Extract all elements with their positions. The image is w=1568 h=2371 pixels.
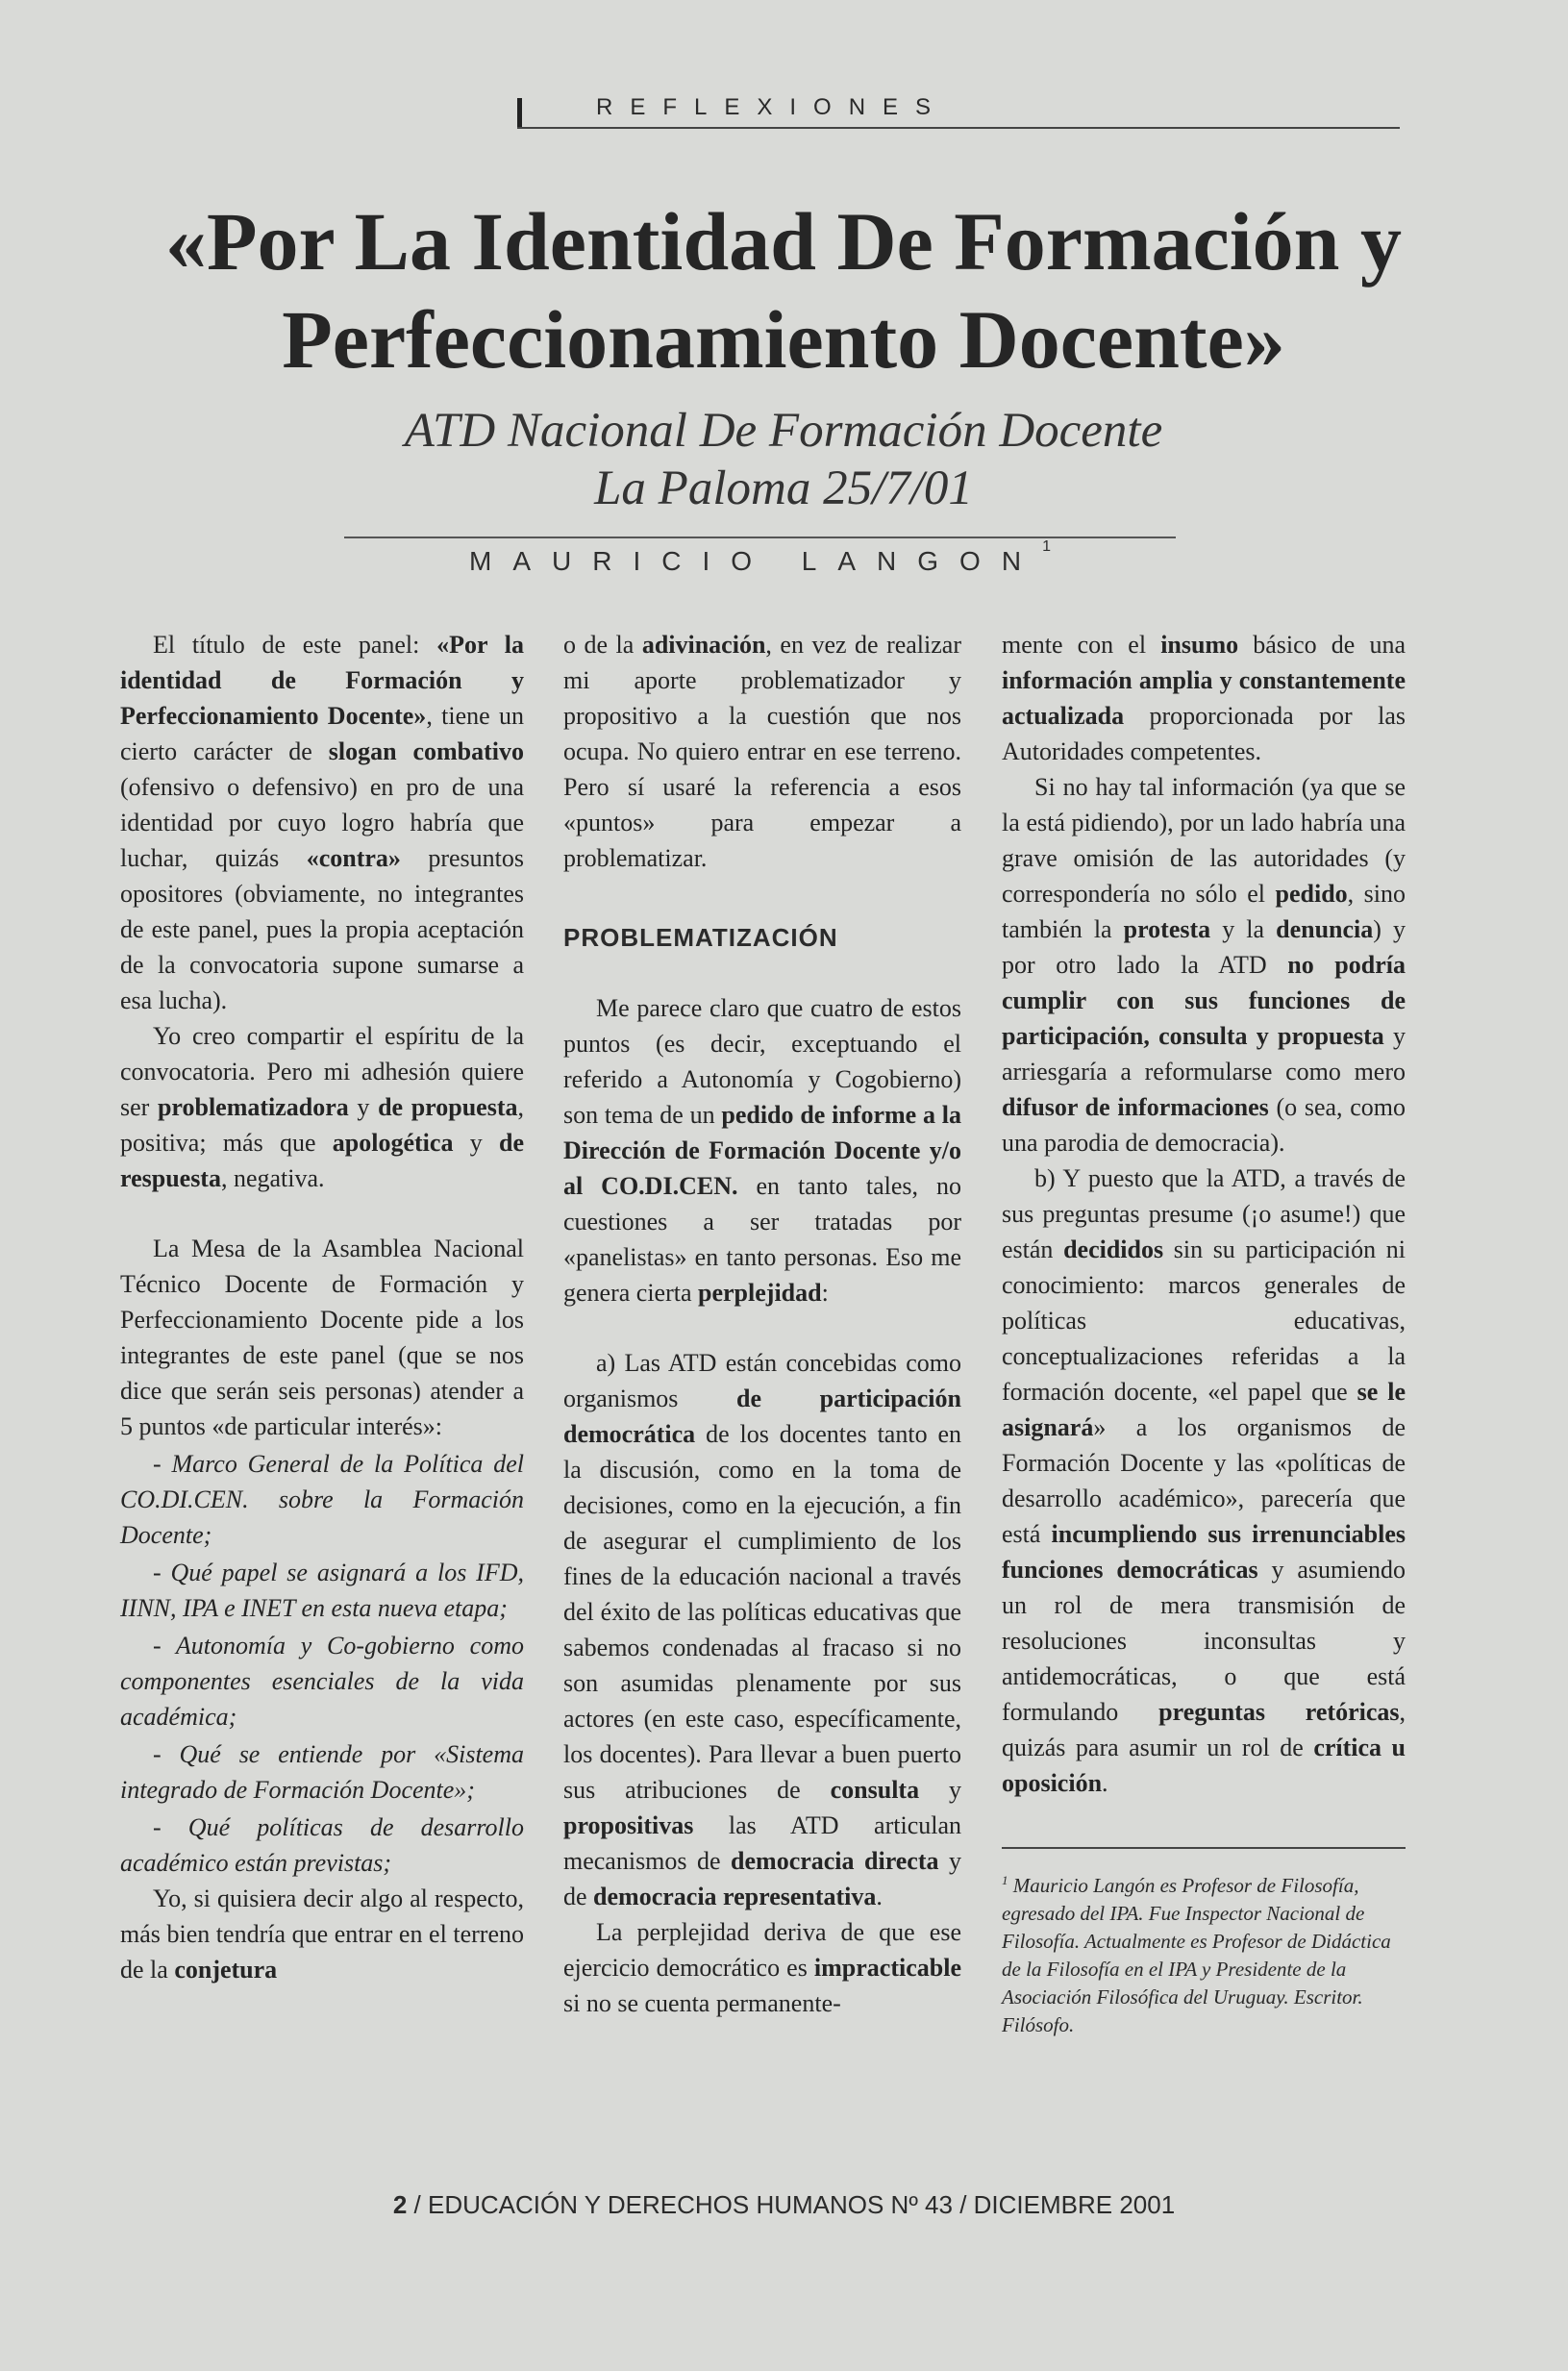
list-item: - Qué políticas de desarrollo académico están previstas;: [120, 1813, 524, 1877]
author-footnote: $^1$ Mauricio Langón es Profesor de Filosofía, egresado del IPA. Fue Inspector Nacional de Filosofía. Actualmente es Profesor de Didáctica de la Filosofía en el IPA y Presidente de la Asociación Filosófica del Uruguay. Escritor. Filósofo.: [1002, 1873, 1391, 2036]
footer-separator: /: [413, 2190, 421, 2219]
paragraph: Me parece claro que cuatro de estos puntos (es decir, exceptuando el referido a Autonomía y Cogobierno) son tema de un pedido de informe a la Dirección de Formación Docente y/o al CO.DI.CEN. en tanto tales, no cuestiones a ser tratadas por «panelistas» en tanto personas. Eso me genera cierta perplejidad:: [563, 994, 962, 1307]
paragraph: Yo, si quisiera decir algo al respecto, más bien tendría que entrar en el terreno de la conjetura: [120, 1884, 524, 1984]
page-footer: [0, 2190, 1568, 2220]
subtitle-line-1: ATD Nacional De Formación Docente: [404, 404, 1163, 458]
article-title: «Por La Identidad De Formación y Perfeccionamiento Docente»: [164, 195, 1402, 386]
paragraph: b) Y puesto que la ATD, a través de sus preguntas presume (¡o asume!) que están decididos sin su participación ni conocimiento: marcos generales de políticas educativas, conceptualizaciones referidas a la formación docente, «el papel que se le asignará» a los organismos de Formación Docente y las «políticas de desarrollo académico», parecería que está incumpliendo sus irrenunciables funciones democráticas y asumiendo un rol de mera transmisión de resoluciones inconsultas y antidemocráticas, o que está formulando preguntas retóricas, quizás para asumir un rol de crítica u oposición.: [1002, 1164, 1406, 1797]
list-item: - Marco General de la Política del CO.DI.CEN. sobre la Formación Docente;: [120, 1450, 524, 1549]
paragraph: Si no hay tal información (ya que se la está pidiendo), por un lado habría una grave omisión de las autoridades (y correspondería no sólo el pedido, sino también la protesta y la denuncia) y por otro lado la ATD no podría cumplir con sus funciones de participación, consulta y propuesta y arriesgaría a reformularse como mero difusor de informaciones (o sea, como una parodia de democracia).: [1002, 773, 1406, 1157]
header-bar: [517, 98, 522, 127]
author-name: MAURICIO LANGON: [469, 546, 1043, 576]
text-column-2: [563, 627, 961, 2021]
list-item: - Autonomía y Co-gobierno como componentes esenciales de la vida académica;: [120, 1632, 524, 1731]
paragraph: o de la adivinación, en vez de realizar mi aporte problematizador y propositivo a la cuestión que nos ocupa. No quiero entrar en ese terreno. Pero sí usaré la referencia a esos «puntos» para empezar a problematizar.: [563, 631, 961, 872]
author-footnote-mark: 1: [1042, 538, 1051, 555]
running-header: [517, 94, 1400, 129]
section-heading: PROBLEMATIZACIÓN: [563, 923, 838, 952]
list-item: - Qué papel se asignará a los IFD, IINN, IPA e INET en esta nueva etapa;: [120, 1559, 524, 1622]
paragraph: El título de este panel: «Por la identidad de Formación y Perfeccionamiento Docente», tiene un cierto carácter de slogan combativo (ofensivo o defensivo) en pro de una identidad por cuyo logro habría que luchar, quizás «contra» presuntos opositores (obviamente, no integrantes de este panel, pues la propia aceptación de la convocatoria supone sumarse a esa lucha).: [120, 631, 524, 1014]
footnote-divider: [1002, 1847, 1406, 1849]
text-column-1: [120, 627, 524, 1987]
publication-info: EDUCACIÓN Y DERECHOS HUMANOS Nº 43 / DICIEMBRE 2001: [428, 2190, 1176, 2219]
paragraph: La perplejidad deriva de que ese ejercicio democrático es impracticable si no se cuenta permanente-: [563, 1918, 961, 2017]
article-subtitle: [87, 402, 1481, 517]
paragraph: Yo creo compartir el espíritu de la convocatoria. Pero mi adhesión quiere ser problematizadora y de propuesta, positiva; más que apologética y de respuesta, negativa.: [120, 1022, 524, 1192]
text-column-3: [1002, 627, 1406, 2039]
section-label: REFLEXIONES: [596, 94, 949, 120]
author-byline: [344, 537, 1176, 581]
paragraph: mente con el insumo básico de una información amplia y constantemente actualizada proporcionada por las Autoridades competentes.: [1002, 631, 1406, 765]
list-item: - Qué se entiende por «Sistema integrado de Formación Docente»;: [120, 1740, 524, 1804]
subtitle-line-2: La Paloma 25/7/01: [594, 462, 973, 515]
paragraph: a) Las ATD están concebidas como organismos de participación democrática de los docentes tanto en la discusión, como en la toma de decisiones, como en la ejecución, a fin de asegurar el cumplimiento de los fines de la educación nacional a través del éxito de las políticas educativas que sabemos condenadas al fracaso si no son asumidas plenamente por sus actores (en este caso, específicamente, los docentes). Para llevar a buen puerto sus atribuciones de consulta y propositivas las ATD articulan mecanismos de democracia directa y de democracia representativa.: [563, 1349, 961, 1910]
paragraph: La Mesa de la Asamblea Nacional Técnico Docente de Formación y Perfeccionamiento Docente pide a los integrantes de este panel (que se nos dice que serán seis personas) atender a 5 puntos «de particular interés»:: [120, 1235, 524, 1440]
page-number: 2: [392, 2190, 408, 2219]
